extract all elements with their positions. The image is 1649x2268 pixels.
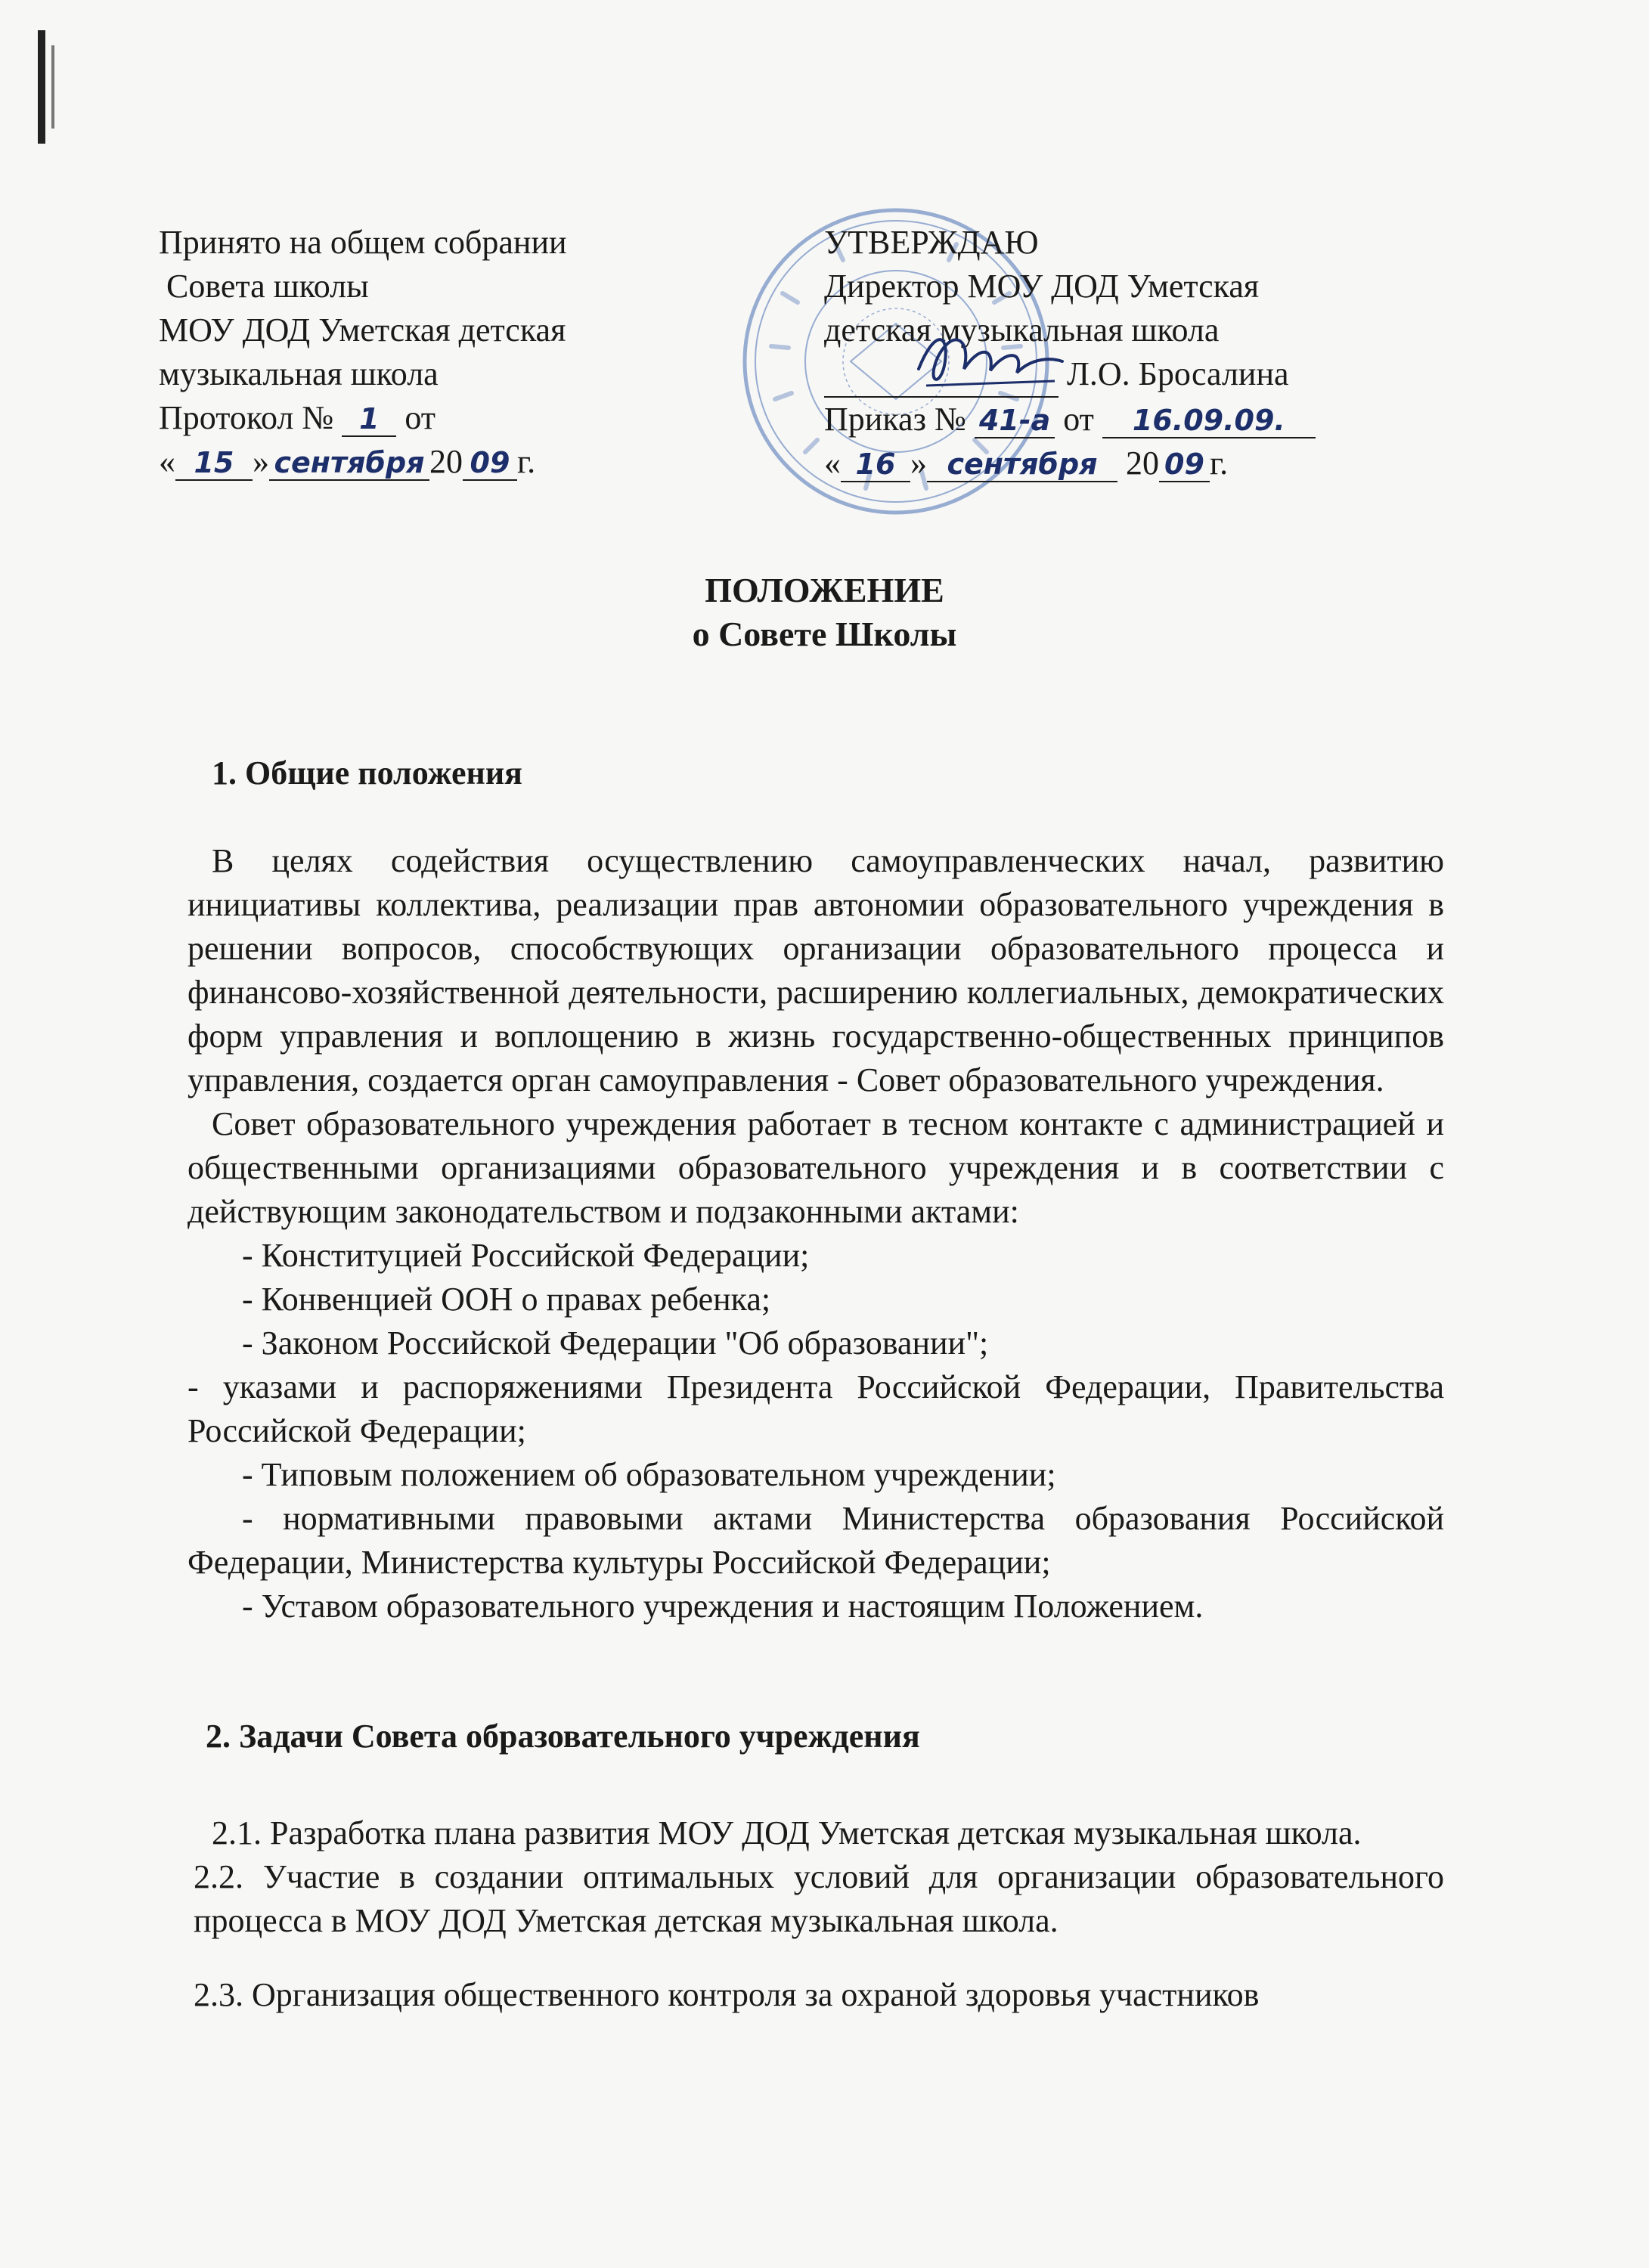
protocol-label: Протокол № bbox=[159, 399, 334, 436]
protocol-day: 15 bbox=[175, 446, 253, 481]
year-end: г. bbox=[1210, 445, 1229, 482]
task-item: 2.2. Участие в создании оптимальных условий для организации образовательного процесса в МОУ ДОД Уметская детская музыкальная школа. bbox=[194, 1858, 1444, 1939]
section-1-paragraph: В целях содействия осуществлению самоуправленческих начал, развитию инициативы коллектива, реализации прав автономии образовательного учреждения в решении вопросов, способствующих организации образовательного процесса и финансово-хозяйственной деятельности, расширению коллегиальных, демократических форм управления и воплощению в жизнь государственно-общественных принципов управления, создается орган самоуправления - Совет образовательного учреждения. bbox=[188, 842, 1444, 1098]
legal-basis-item: - Конвенцией ООН о правах ребенка; bbox=[242, 1281, 771, 1318]
protocol-year: 09 bbox=[463, 446, 517, 481]
director-line bbox=[824, 352, 1399, 398]
director-name: Л.О. Бросалина bbox=[1067, 355, 1289, 392]
protocol-line bbox=[159, 396, 688, 440]
acceptance-line: МОУ ДОД Уметская детская bbox=[159, 311, 566, 349]
order-day: 16 bbox=[841, 448, 910, 482]
year-prefix: 20 bbox=[1126, 445, 1159, 482]
order-month: сентября bbox=[927, 448, 1117, 482]
year-end: г. bbox=[517, 443, 536, 480]
title-main: ПОЛОЖЕНИЕ bbox=[705, 571, 944, 609]
acceptance-line: музыкальная школа bbox=[159, 355, 439, 392]
protocol-date-line: « 15 » сентября 20 09 г. bbox=[159, 443, 536, 480]
acceptance-line: Совета школы bbox=[166, 268, 369, 305]
task-item: 2.1. Разработка плана развития МОУ ДОД Уметская детская музыкальная школа. bbox=[212, 1814, 1362, 1851]
protocol-number: 1 bbox=[342, 402, 396, 437]
approval-block bbox=[824, 221, 1399, 485]
legal-basis-item: - указами и распоряжениями Президента Российской Федерации, Правительства Российской Федерации; bbox=[188, 1368, 1444, 1449]
legal-basis-item: - Уставом образовательного учреждения и настоящим Положением. bbox=[242, 1588, 1204, 1625]
order-date-line: « 16 » сентября 20 09 г. bbox=[824, 445, 1229, 482]
acceptance-block bbox=[159, 221, 688, 484]
scan-artifact bbox=[51, 45, 54, 129]
task-item: 2.3. Организация общественного контроля за охраной здоровья участников bbox=[194, 1976, 1260, 2013]
legal-basis-item: - Конституцией Российской Федерации; bbox=[242, 1237, 810, 1274]
section-1-paragraph: Совет образовательного учреждения работает в тесном контакте с администрацией и общественными организациями образовательного учреждения и в соответствии с действующим законодательством и подзаконными актами: bbox=[188, 1105, 1444, 1230]
section-1-heading: 1. Общие положения bbox=[212, 754, 522, 792]
order-date: 16.09.09. bbox=[1102, 404, 1316, 438]
protocol-month: сентября bbox=[269, 446, 429, 481]
section-2-heading: 2. Задачи Совета образовательного учреждения bbox=[206, 1718, 920, 1755]
year-prefix: 20 bbox=[429, 443, 463, 480]
section-1-body bbox=[188, 839, 1444, 1628]
section-2-body bbox=[188, 1811, 1444, 2017]
from-label: от bbox=[1063, 401, 1094, 438]
legal-basis-item: - нормативными правовыми актами Министерства образования Российской Федерации, Министерства культуры Российской Федерации; bbox=[188, 1500, 1444, 1581]
order-year: 09 bbox=[1159, 448, 1210, 482]
director-signature bbox=[911, 316, 1070, 399]
approval-line: Директор МОУ ДОД Уметская bbox=[824, 268, 1260, 305]
from-label: от bbox=[405, 399, 435, 436]
scan-artifact bbox=[38, 30, 45, 144]
legal-basis-item: - Законом Российской Федерации "Об образовании"; bbox=[242, 1325, 989, 1362]
order-label: Приказ № bbox=[824, 401, 966, 438]
order-line bbox=[824, 398, 1399, 442]
acceptance-line: Принято на общем собрании bbox=[159, 224, 567, 261]
approval-line: УТВЕРЖДАЮ bbox=[824, 224, 1039, 261]
title-sub: о Совете Школы bbox=[692, 615, 957, 653]
legal-basis-item: - Типовым положением об образовательном учреждении; bbox=[242, 1456, 1056, 1493]
document-title bbox=[0, 569, 1649, 656]
approval-line: детская музыкальная школа bbox=[824, 311, 1220, 349]
order-number: 41-а bbox=[975, 404, 1055, 438]
